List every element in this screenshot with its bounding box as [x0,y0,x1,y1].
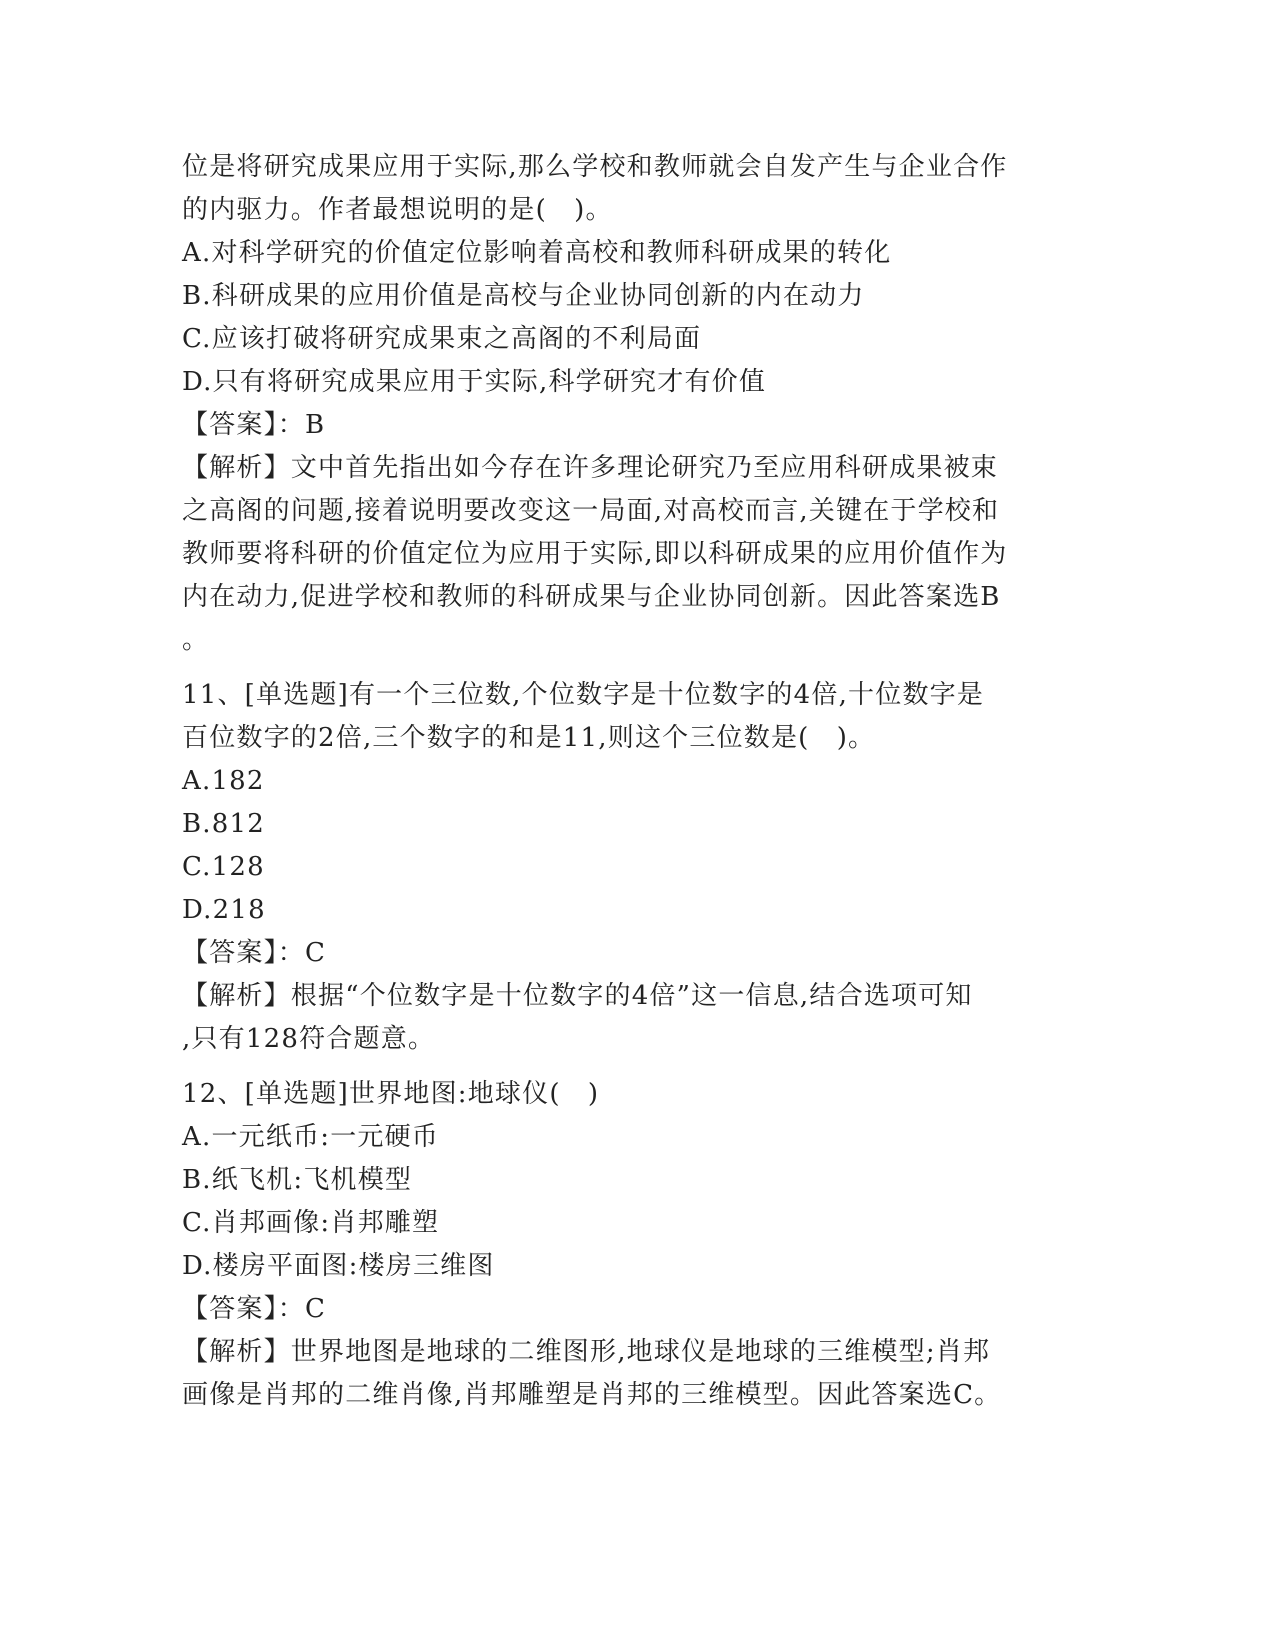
answer-line: 【答案】：B [182,410,326,440]
question-10 [182,146,1062,662]
analysis-line: 【解析】文中首先指出如今存在许多理论研究乃至应用科研成果被束 [182,453,999,483]
option-a: A.182 [182,766,265,796]
analysis-line: 教师要将科研的价值定位为应用于实际,即以科研成果的应用价值作为 [182,539,1008,569]
question-stem-line: 百位数字的2倍,三个数字的和是11,则这个三位数是( )。 [182,723,876,753]
option-a: A.对科学研究的价值定位影响着高校和教师科研成果的转化 [182,238,892,268]
option-c: C.128 [182,852,265,882]
analysis-line: 画像是肖邦的二维肖像,肖邦雕塑是肖邦的三维模型。因此答案选C。 [182,1380,1002,1410]
option-d: D.218 [182,895,266,925]
option-c: C.肖邦画像:肖邦雕塑 [182,1208,440,1238]
question-stem-line: 的内驱力。作者最想说明的是( )。 [182,195,613,225]
option-c: C.应该打破将研究成果束之高阁的不利局面 [182,324,702,354]
option-b: B.纸飞机:飞机模型 [182,1165,413,1195]
question-11 [182,674,1062,1061]
option-b: B.812 [182,809,265,839]
question-stem-line: 位是将研究成果应用于实际,那么学校和教师就会自发产生与企业合作 [182,152,1008,182]
question-stem-line: 11、[单选题]有一个三位数,个位数字是十位数字的4倍,十位数字是 [182,680,985,710]
option-d: D.只有将研究成果应用于实际,科学研究才有价值 [182,367,767,397]
analysis-line: ,只有128符合题意。 [182,1024,436,1054]
answer-line: 【答案】：C [182,938,327,968]
document-page [182,146,1062,1417]
option-a: A.一元纸币:一元硬币 [182,1122,440,1152]
option-d: D.楼房平面图:楼房三维图 [182,1251,495,1281]
analysis-line: 之高阁的问题,接着说明要改变这一局面,对高校而言,关键在于学校和 [182,496,1000,526]
question-spacer [182,1061,1062,1073]
analysis-line: 内在动力,促进学校和教师的科研成果与企业协同创新。因此答案选B [182,582,1001,612]
question-12 [182,1073,1062,1417]
question-spacer [182,662,1062,674]
analysis-line: 【解析】根据“个位数字是十位数字的4倍”这一信息,结合选项可知 [182,981,973,1011]
answer-line: 【答案】：C [182,1294,327,1324]
question-stem-line: 12、[单选题]世界地图:地球仪( ) [182,1079,600,1109]
analysis-line: 【解析】世界地图是地球的二维图形,地球仪是地球的三维模型;肖邦 [182,1337,991,1367]
analysis-line: 。 [182,625,210,655]
option-b: B.科研成果的应用价值是高校与企业协同创新的内在动力 [182,281,865,311]
